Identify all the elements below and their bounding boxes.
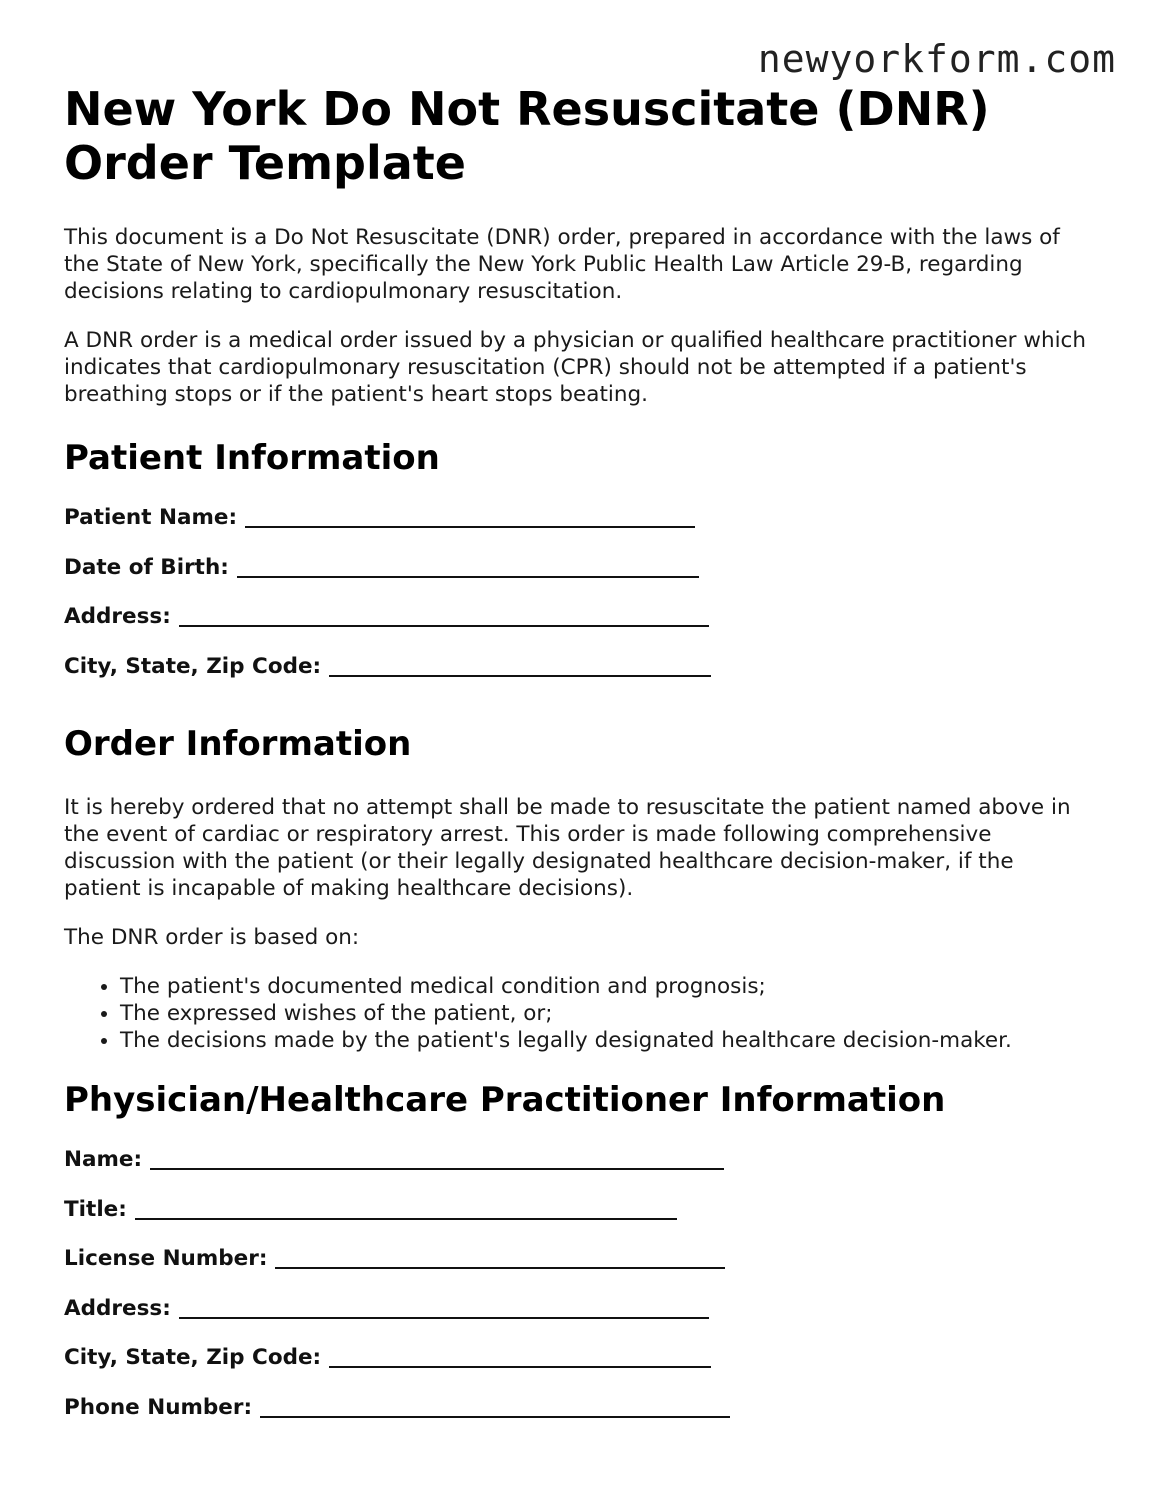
order-paragraph: It is hereby ordered that no attempt shall be made to resuscitate the patient named above in the event of cardiac or respiratory arrest. This order is made following comprehensive discussion with the patient (or their legally designated healthcare decision-maker, if the patient is incapable of making healthcare decisions).: [64, 795, 1071, 901]
physician-fields: [64, 1146, 1094, 1443]
patient-address-field: [64, 603, 1094, 653]
patient-name-blank[interactable]: [245, 508, 695, 528]
intro-paragraph-2: A DNR order is a medical order issued by a physician or qualified healthcare practitioner which indicates that cardiopulmonary resuscitation (CPR) should not be attempted if a patient's breathing stops or if the patient's heart stops beating.: [64, 328, 1086, 407]
list-item: • The patient's documented medical condition and prognosis;: [120, 973, 1094, 1000]
physician-address-field: [64, 1295, 1094, 1345]
patient-city-state-zip-field: [64, 653, 1094, 703]
physician-info-heading: Physician/Healthcare Practitioner Information: [64, 1080, 946, 1120]
physician-name-field: [64, 1146, 1094, 1196]
intro-paragraph-1: This document is a Do Not Resuscitate (DNR) order, prepared in accordance with the laws of the State of New York, specifically the New York Public Health Law Article 29-B, regarding decisions relating to cardiopulmonary resuscitation.: [64, 225, 1060, 304]
document-title: New York Do Not Resuscitate (DNR) Order Template: [64, 82, 990, 190]
field-label: City, State, Zip Code:: [64, 653, 322, 679]
physician-name-blank[interactable]: [150, 1150, 724, 1170]
date-of-birth-blank[interactable]: [237, 558, 699, 578]
field-label: City, State, Zip Code:: [64, 1345, 322, 1370]
physician-city-state-zip-blank[interactable]: [329, 1348, 711, 1368]
patient-city-state-zip-blank[interactable]: [329, 657, 711, 677]
field-label: Address:: [64, 1295, 171, 1321]
patient-address-blank[interactable]: [179, 607, 709, 627]
field-label: Address:: [64, 604, 171, 629]
date-of-birth-field: [64, 554, 1094, 604]
based-on-text: The DNR order is based on:: [64, 925, 360, 950]
phone-number-blank[interactable]: [260, 1398, 730, 1418]
license-number-blank[interactable]: [275, 1249, 725, 1269]
document-page: [64, 82, 1094, 1443]
physician-address-blank[interactable]: [179, 1299, 709, 1319]
patient-info-heading: Patient Information: [64, 438, 440, 478]
field-label: Phone Number:: [64, 1394, 253, 1420]
basis-list: [64, 973, 1094, 1054]
field-label: Title:: [64, 1196, 127, 1222]
field-label: Patient Name:: [64, 505, 238, 530]
physician-city-state-zip-field: [64, 1344, 1094, 1394]
license-number-field: [64, 1245, 1094, 1295]
watermark: newyorkform.com: [757, 37, 1116, 81]
physician-title-field: [64, 1196, 1094, 1246]
field-label: Date of Birth:: [64, 554, 229, 580]
list-item: • The expressed wishes of the patient, or;: [120, 1000, 1094, 1027]
patient-fields: [64, 504, 1094, 702]
field-label: License Number:: [64, 1246, 268, 1271]
order-info-heading: Order Information: [64, 724, 412, 764]
field-label: Name:: [64, 1147, 143, 1172]
patient-name-field: [64, 504, 1094, 554]
physician-title-blank[interactable]: [135, 1200, 677, 1220]
phone-number-field: [64, 1394, 1094, 1444]
list-item: • The decisions made by the patient's legally designated healthcare decision-maker.: [120, 1027, 1094, 1054]
